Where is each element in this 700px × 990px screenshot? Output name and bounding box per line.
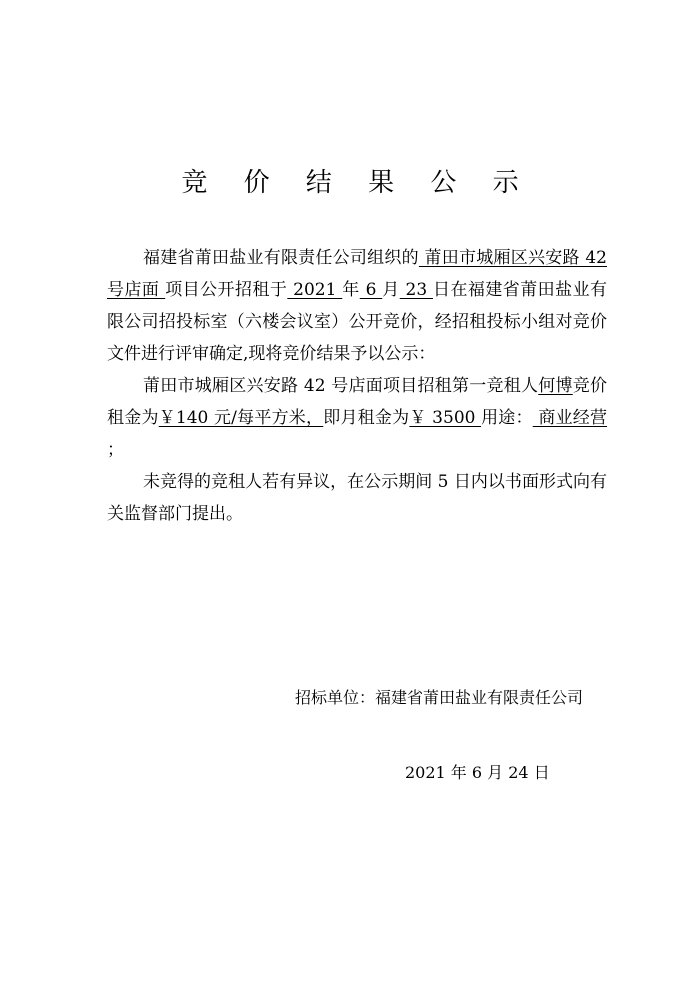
- bid-month: 6: [359, 280, 383, 300]
- p1-text-e: 日在福建省莆田盐业有限公司招投标室（六楼会议室）公开竞价，经招租投标小组对竞价文件进行评审确定,现将竞价结果予以公示：: [107, 280, 608, 364]
- p1-text-d: 月: [382, 280, 400, 300]
- p1-text-c: 年: [342, 280, 360, 300]
- monthly-rent: ￥ 3500: [409, 408, 482, 428]
- bid-day: 23: [399, 280, 434, 300]
- document-title: 竞 价 结 果 公 示: [181, 168, 533, 198]
- project-name: 莆田市城厢区兴安路 42 号店面: [107, 248, 607, 300]
- paragraph-result: [107, 370, 607, 466]
- paragraph-objection: 未竞得的竞租人若有异议，在公示期间 5 日内以书面形式向有关监督部门提出。: [107, 472, 607, 524]
- p2-text-d: 用途：: [481, 408, 533, 428]
- issue-date: 2021 年 6 月 24 日: [405, 763, 550, 782]
- p2-text-e: ；: [107, 440, 124, 460]
- p2-text-a: 莆田市城厢区兴安路 42 号店面项目招租第一竞租人: [143, 376, 539, 396]
- bid-year: 2021: [287, 280, 343, 300]
- p2-text-b: 竞价租金为: [107, 376, 608, 428]
- rent-rate: ￥140 元/每平方米，: [158, 408, 324, 428]
- announcement-body: [107, 242, 607, 530]
- p1-text-a: 福建省莆田盐业有限责任公司组织的: [143, 248, 419, 268]
- usage-value: 商业经营: [532, 408, 608, 428]
- winner-name: 何博: [538, 376, 573, 396]
- paragraph-bidding-info: [107, 242, 607, 370]
- issuing-unit: 招标单位：福建省莆田盐业有限责任公司: [295, 688, 584, 707]
- p2-text-c: 即月租金为: [323, 408, 410, 428]
- p1-text-b: 项目公开招租于: [165, 280, 288, 300]
